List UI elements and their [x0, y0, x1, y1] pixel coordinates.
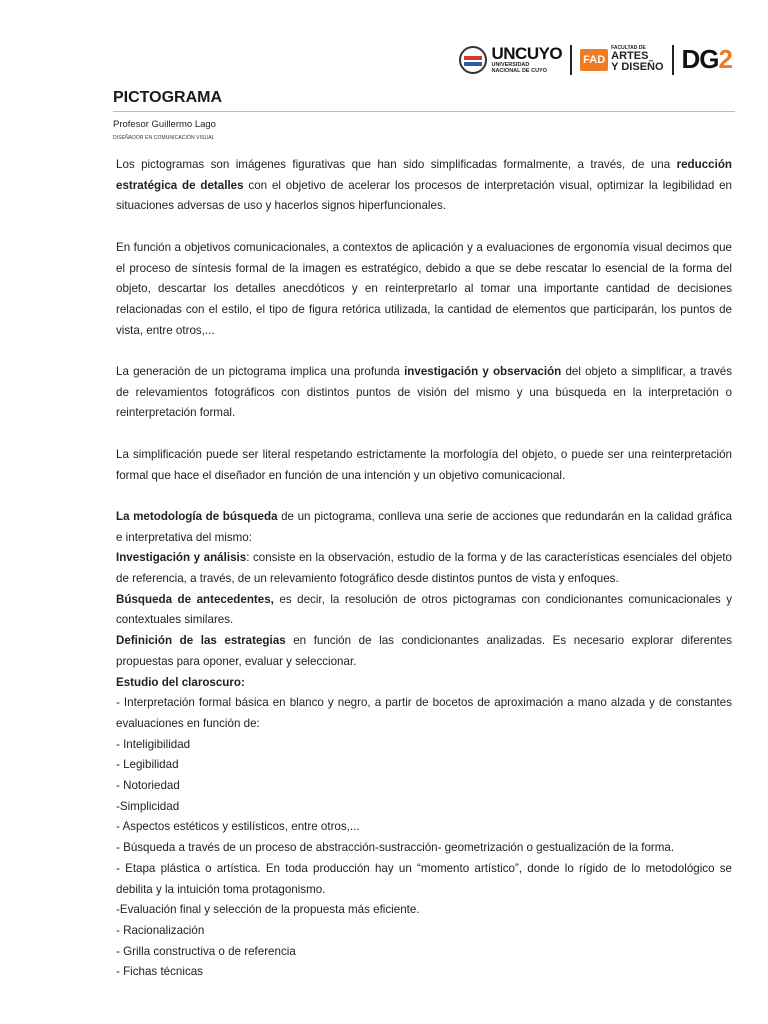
list-item: - Interpretación formal básica en blanco y negro, a partir de bocetos de aproximación a mano alzada y de constantes evaluaciones en función de: [116, 696, 732, 730]
text-span: es decir, la resolución de otros pictogramas con condicionantes comunicacionales y contextuales similares. [116, 592, 732, 627]
bold-text: Definición de las estrategias [116, 634, 286, 648]
text-span: La generación de un pictograma implica una profunda [116, 365, 405, 378]
uncuyo-logo-sub1: UNIVERSIDAD [491, 61, 530, 68]
paragraph-generation [116, 362, 732, 424]
text-span: en función de las condicionantes analizadas. Es necesario explorar diferentes propuestas para oponer, evaluar y seleccionar. [116, 634, 732, 668]
section-heading-claroscuro [116, 673, 732, 694]
dg2-logo-text: DG [681, 44, 719, 74]
bold-text: Búsqueda de antecedentes, [116, 592, 274, 606]
dg2-logo-number: 2 [718, 44, 732, 74]
list-item: - Aspectos estéticos y estilísticos, entre otros,... [116, 820, 360, 834]
list-item: - Racionalización [116, 923, 205, 937]
page-title: PICTOGRAMA [113, 89, 223, 106]
document-body [116, 155, 732, 983]
fad-logo [580, 46, 663, 73]
paragraph-synthesis: En función a objetivos comunicacionales, a contextos de aplicación y a evaluaciones de ergonomía visual decimos que el proceso de síntesis formal de la imagen es estratégico, debido a que se debe rescatar lo esencial de la forma del objeto, descartar los detalles anecdóticos y en reinterpretarlo al tomar una importante cantidad de decisiones relacionadas con el estilo, el tipo de figura retórica utilizada, la cantidad de elementos que participarán, los puntos de vista, entre otros,... [116, 240, 732, 337]
paragraph-antecedents [116, 590, 732, 631]
bold-text: La metodología de búsqueda [116, 509, 278, 523]
fad-logo-line2: Y DISEÑO [611, 61, 664, 73]
list-item: - Notoriedad [116, 779, 180, 793]
fad-logo-line1: ARTES [611, 50, 649, 62]
bold-text: reducción estratégica de detalles [116, 158, 732, 192]
list-item: - Búsqueda a través de un proceso de abstracción-sustracción- geometrización o gestualización de la forma. [116, 841, 675, 855]
uncuyo-logo [459, 45, 562, 74]
text-span: de un pictograma, conlleva una serie de acciones que redundarán en la calidad gráfica e interpretativa del mismo: [116, 509, 732, 544]
university-seal-icon [459, 46, 487, 74]
list-item: - Grilla constructiva o de referencia [116, 944, 296, 958]
text-span: : consiste en la observación, estudio de la forma y de las características esenciales del objeto de referencia, a través, de un relevamiento fotográfico desde distintos puntos de vista y enfoques. [116, 551, 732, 585]
logo-divider [672, 45, 674, 75]
bold-text: Estudio del claroscuro: [116, 675, 245, 689]
text-span: del objeto a simplificar, a través de relevamientos fotográficos con distintos puntos de visión del mismo y una búsqueda en la interpretación o reinterpretación formal. [116, 365, 732, 420]
list-item: - Inteligibilidad [116, 737, 191, 751]
uncuyo-logo-sub2: NACIONAL DE CUYO [491, 68, 547, 74]
author-role: DISEÑADOR EN COMUNICACIÓN VISUAL [113, 135, 215, 141]
uncuyo-logo-name: UNCUYO [491, 43, 563, 63]
fad-badge: FAD [580, 49, 608, 71]
list-item: - Fichas técnicas [116, 965, 203, 979]
paragraph-methodology [116, 507, 732, 548]
paragraph-simplification: La simplificación puede ser literal respetando estrictamente la morfología del objeto, o puede ser una reinterpretación formal que hace el diseñador en función de una intención y un objetivo comunicacional. [116, 447, 732, 482]
bold-text: investigación y observación [404, 365, 562, 378]
bold-text: Investigación y análisis [116, 551, 247, 565]
list-item: - Etapa plástica o artística. En toda producción hay un “momento artístico”, donde lo rígido de lo metodológico se debilita y la intuición toma protagonismo. [116, 861, 732, 896]
list-item: -Evaluación final y selección de la propuesta más eficiente. [116, 903, 420, 917]
paragraph-research [116, 548, 732, 589]
list-item: -Simplicidad [116, 799, 180, 813]
list-item: - Legibilidad [116, 758, 179, 772]
author-name: Profesor Guillermo Lago [113, 119, 216, 130]
title-divider [113, 111, 735, 112]
paragraph-strategies [116, 631, 732, 672]
text-span: Los pictogramas son imágenes figurativas que han sido simplificadas formalmente, a través, de una [116, 158, 677, 171]
header-logos [459, 44, 732, 75]
logo-divider [570, 45, 572, 75]
dg2-logo [682, 44, 732, 75]
text-span: con el objetivo de acelerar los procesos de interpretación visual, optimizar la legibilidad en situaciones adversas de uso y hacerlos signos hiperfuncionales. [116, 178, 732, 213]
paragraph-intro [116, 155, 732, 217]
fad-logo-small: FACULTAD DE [611, 45, 646, 51]
